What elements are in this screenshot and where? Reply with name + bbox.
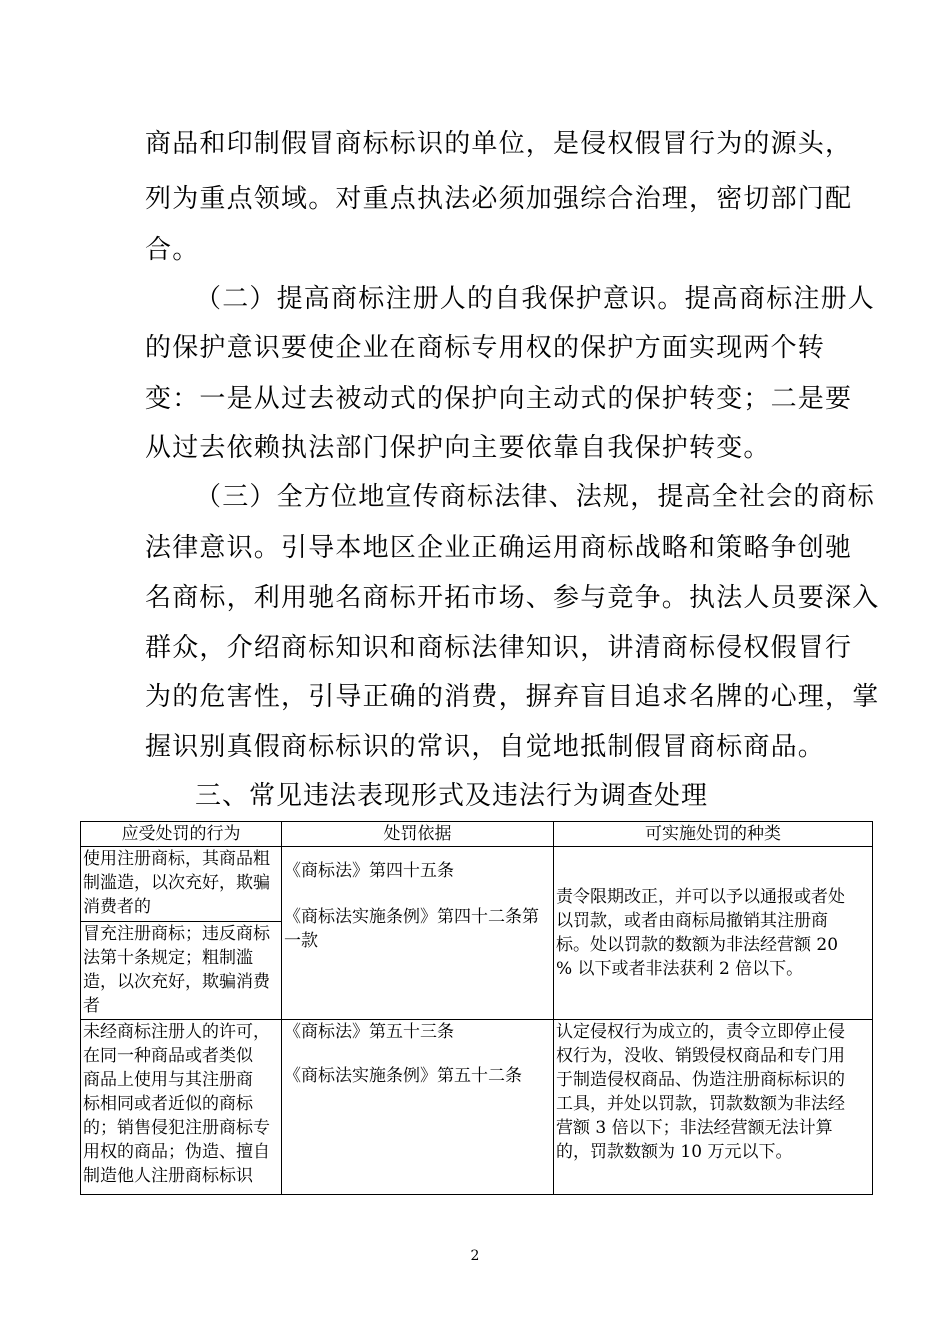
paragraph-line: （三）全方位地宣传商标法律、法规，提高全社会的商标 [195, 482, 876, 512]
paragraph-line: 法律意识。引导本地区企业正确运用商标战略和策略争创驰 [145, 533, 853, 563]
cell-line: 《商标法》第五十三条 [284, 1022, 454, 1042]
penalty-cell [554, 1020, 873, 1195]
paragraph-line: 为的危害性，引导正确的消费，摒弃盲目追求名牌的心理，掌 [145, 682, 880, 712]
cell-line: 标。处以罚款的数额为非法经营额 20 [556, 935, 839, 955]
cell-line: 《商标法实施条例》第四十二条第 [284, 907, 539, 927]
header-behavior: 应受处罚的行为 [81, 822, 282, 847]
cell-line: 标相同或者近似的商标 [83, 1094, 253, 1114]
table-row [81, 1020, 873, 1195]
cell-line: 工具，并处以罚款，罚款数额为非法经 [556, 1094, 845, 1114]
behavior-cell [81, 922, 282, 1020]
paragraph-line: 群众，介绍商标知识和商标法律知识，讲清商标侵权假冒行 [145, 633, 853, 663]
paragraph-line: 变：一是从过去被动式的保护向主动式的保护转变；二是要 [145, 384, 853, 414]
paragraph-line: （二）提高商标注册人的自我保护意识。提高商标注册人 [195, 284, 876, 314]
cell-line: 制滥造，以次充好，欺骗 [83, 873, 270, 893]
cell-line: 《商标法实施条例》第五十二条 [284, 1066, 522, 1086]
cell-line: 营额 3 倍以下；非法经营额无法计算 [556, 1118, 833, 1138]
cell-line: 法第十条规定；粗制滥 [83, 948, 253, 968]
cell-line: 使用注册商标，其商品粗 [83, 849, 270, 869]
cell-line: 商品上使用与其注册商 [83, 1070, 253, 1090]
penalty-cell [554, 847, 873, 1020]
cell-line: 认定侵权行为成立的，责令立即停止侵 [556, 1022, 845, 1042]
cell-line: 《商标法》第四十五条 [284, 861, 454, 881]
cell-line: 一款 [284, 931, 318, 951]
header-penalty-type: 可实施处罚的种类 [554, 822, 873, 847]
page-number: 2 [470, 1248, 480, 1264]
table-row [81, 847, 873, 922]
cell-line: 以罚款，或者由商标局撤销其注册商 [556, 911, 828, 931]
cell-line: 未经商标注册人的许可， [83, 1022, 270, 1042]
behavior-cell [81, 847, 282, 922]
paragraph-line: 的保护意识要使企业在商标专用权的保护方面实现两个转 [145, 333, 826, 363]
paragraph-line: 合。 [145, 235, 200, 265]
paragraph-line: 商品和印制假冒商标标识的单位，是侵权假冒行为的源头， [145, 129, 853, 159]
cell-line: 的，罚款数额为 10 万元以下。 [556, 1142, 793, 1162]
basis-cell [282, 847, 554, 1020]
cell-line: 的；销售侵犯注册商标专 [83, 1118, 270, 1138]
paragraph-line: 从过去依赖执法部门保护向主要依靠自我保护转变。 [145, 433, 771, 463]
cell-line: 制造他人注册商标标识 [83, 1166, 253, 1186]
cell-line: 者 [83, 996, 100, 1016]
paragraph-line: 列为重点领域。对重点执法必须加强综合治理，密切部门配 [145, 184, 853, 214]
cell-line: 于制造侵权商品、伪造注册商标标识的 [556, 1070, 845, 1090]
header-basis: 处罚依据 [282, 822, 554, 847]
table-header-row [81, 822, 873, 847]
cell-line: 用权的商品；伪造、擅自 [83, 1142, 270, 1162]
basis-cell [282, 1020, 554, 1195]
cell-line: 责令限期改正，并可以予以通报或者处 [556, 887, 845, 907]
cell-line: 权行为，没收、销毁侵权商品和专门用 [556, 1046, 845, 1066]
paragraph-line: 名商标，利用驰名商标开拓市场、参与竞争。执法人员要深入 [145, 583, 880, 613]
cell-line: 造，以次充好，欺骗消费 [83, 972, 270, 992]
cell-line: 在同一种商品或者类似 [83, 1046, 253, 1066]
penalty-table [80, 821, 873, 1195]
cell-line: 冒充注册商标；违反商标 [83, 924, 270, 944]
cell-line: 消费者的 [83, 897, 151, 917]
section-heading: 三、常见违法表现形式及违法行为调查处理 [195, 781, 709, 811]
cell-line: % 以下或者非法获利 2 倍以下。 [556, 959, 804, 979]
paragraph-line: 握识别真假商标标识的常识，自觉地抵制假冒商标商品。 [145, 732, 826, 762]
behavior-cell [81, 1020, 282, 1195]
